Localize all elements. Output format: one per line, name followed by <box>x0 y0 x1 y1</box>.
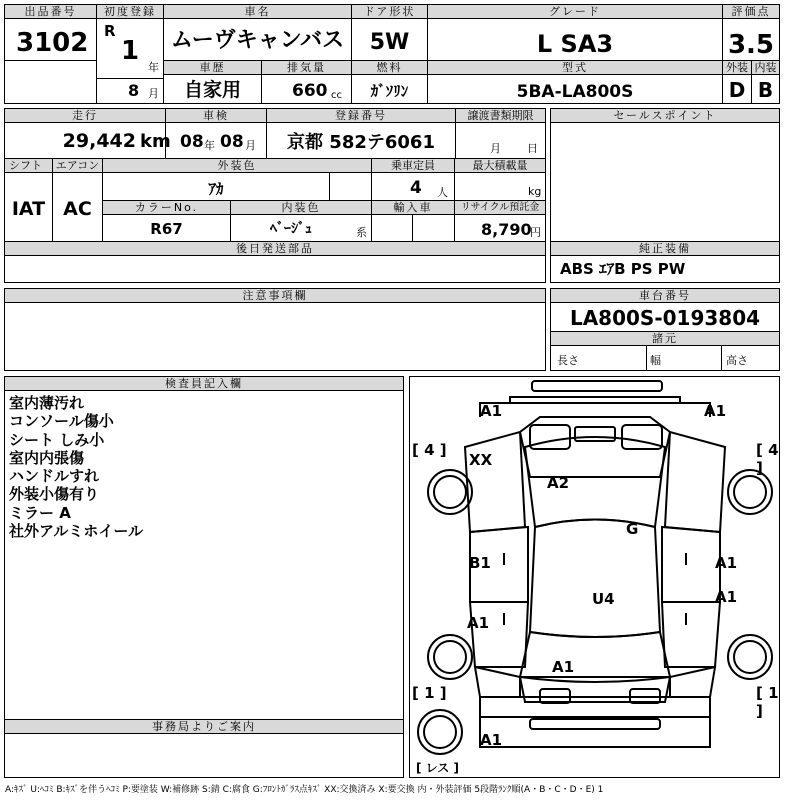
intcolor: ﾍﾞｰｼﾞｭ <box>270 221 312 237</box>
legend: A:ｷｽﾞ U:ﾍｺﾐ B:ｷｽﾞを伴うﾍｺﾐ P:要塗装 W:補修跡 S:錆 C:腐食 G:ﾌﾛﾝﾄｶﾞﾗｽ点ｷｽﾞ XX:交換済み X:要交換 内・外装評価 5段階ﾗﾝｸ順(A・B・C・D・E) 1 <box>5 785 604 795</box>
cc-unit: cc <box>331 90 342 101</box>
sales-point-block <box>550 108 780 283</box>
damage-left-rear-door: A1 <box>467 614 490 632</box>
grade: L SA3 <box>536 30 614 58</box>
equipment-label: 純正装備 <box>551 242 779 256</box>
shift-label: シフト <box>5 159 52 173</box>
intcolor-label: 内装色 <box>231 201 371 215</box>
damage-front-left: A1 <box>480 402 503 420</box>
name-label: 車名 <box>164 5 351 19</box>
era: R <box>104 22 116 40</box>
capacity-unit: 人 <box>437 186 448 199</box>
tire-front-right: [ 4 ] <box>756 441 779 477</box>
damage-right-rear-door: A1 <box>715 588 738 606</box>
damage-roof: U4 <box>592 590 615 608</box>
spare-tire: [ レス ] <box>416 761 459 775</box>
damage-windshield: G <box>626 520 639 538</box>
car-name: ムーヴキャンバス <box>170 28 345 53</box>
inspection-label: 車検 <box>166 109 266 123</box>
score-label: 評価点 <box>723 5 779 19</box>
color-label: 外装色 <box>103 159 371 173</box>
month-unit: 月 <box>148 87 159 100</box>
note-line: ミラー A <box>9 503 71 522</box>
history: 自家用 <box>183 79 241 101</box>
ext-grade: D <box>728 78 746 102</box>
damage-left-door: B1 <box>469 554 491 572</box>
notes-label: 注意事項欄 <box>5 289 545 303</box>
grade-label: グレード <box>428 5 722 19</box>
lot-number: 3102 <box>16 28 89 58</box>
transfer-label: 譲渡書類期限 <box>456 109 545 123</box>
height-label: 高さ <box>726 354 748 367</box>
note-line: 外装小傷有り <box>9 485 100 504</box>
note-line: 社外アルミホイール <box>9 522 144 541</box>
history-label: 車歴 <box>164 61 261 75</box>
tire-front-left: [ 4 ] <box>412 441 447 459</box>
shift: IAT <box>11 198 46 220</box>
recycle-unit: 円 <box>530 226 541 239</box>
damage-right-door: A1 <box>715 554 738 572</box>
capacity-label: 乗車定員 <box>372 159 454 173</box>
later-parts-label: 後日発送部品 <box>5 242 545 256</box>
inspector-label: 検査員記入欄 <box>5 377 403 391</box>
reg-label: 初度登録 <box>97 5 163 19</box>
insp-year-unit: 年 <box>204 139 215 152</box>
reg-month: 8 <box>128 81 140 100</box>
capacity: 4 <box>410 178 422 198</box>
reg-year: 1 <box>121 36 140 66</box>
damage-fender-left: XX <box>469 451 493 469</box>
note-line: シート しみ小 <box>9 430 105 449</box>
import-label: 輸入車 <box>372 201 454 215</box>
chassis-label: 車台番号 <box>551 289 779 303</box>
damage-rear-glass: A1 <box>552 658 575 676</box>
equipment: ABS ｴｱB PS PW <box>560 260 686 278</box>
plate-label: 登録番号 <box>267 109 455 123</box>
recycle-label: リサイクル預託金 <box>455 201 545 215</box>
recycle: 8,790 <box>481 220 532 239</box>
tire-rear-left: [ 1 ] <box>412 684 447 702</box>
model: 5BA-LA800S <box>516 82 634 102</box>
ac-label: エアコン <box>53 159 102 173</box>
year-unit: 年 <box>148 61 159 74</box>
note-line: コンソール傷小 <box>9 412 114 431</box>
int-grade: B <box>757 78 774 102</box>
mileage: 29,442 <box>62 130 136 152</box>
inspector-notes <box>9 394 143 540</box>
transfer-month: 月 <box>490 142 501 155</box>
insp-month-unit: 月 <box>245 139 256 152</box>
color: ｱｶ <box>208 180 224 198</box>
cc: 660 <box>292 81 328 101</box>
door-label: ドア形状 <box>352 5 427 19</box>
colorno: R67 <box>150 220 183 238</box>
damage-diagram <box>409 376 780 778</box>
score: 3.5 <box>727 30 775 60</box>
plate: 京都 582テ6061 <box>287 132 435 153</box>
fuel-label: 燃料 <box>352 61 427 75</box>
note-line: 室内内張傷 <box>9 448 85 467</box>
car-outline <box>410 377 780 778</box>
load-label: 最大積載量 <box>455 159 545 173</box>
office-label: 事務局よりご案内 <box>5 720 403 734</box>
note-line: 室内薄汚れ <box>9 394 85 412</box>
ac: AC <box>63 198 92 220</box>
mileage-unit: km <box>140 131 171 152</box>
tire-rear-right: [ 1 ] <box>756 684 779 720</box>
sales-point-label: セールスポイント <box>551 109 779 123</box>
lot-label: 出品番号 <box>5 5 96 19</box>
damage-front-right: A1 <box>704 402 727 420</box>
damage-hood: A2 <box>547 474 570 492</box>
door-type: 5W <box>369 30 410 55</box>
colorno-label: カラーNo. <box>103 201 230 215</box>
specs-label: 諸元 <box>551 332 779 346</box>
chassis-number: LA800S-0193804 <box>569 306 761 330</box>
int-label: 内装 <box>752 61 779 75</box>
mileage-label: 走行 <box>5 109 165 123</box>
transfer-day: 日 <box>527 142 538 155</box>
fuel: ｶﾞｿﾘﾝ <box>370 82 409 100</box>
insp-month: 08 <box>220 132 244 152</box>
ext-label: 外装 <box>723 61 751 75</box>
length-label: 長さ <box>557 354 579 367</box>
cc-label: 排気量 <box>262 61 351 75</box>
note-line: ハンドルすれ <box>9 467 100 486</box>
model-label: 型式 <box>428 61 722 75</box>
insp-year: 08 <box>180 132 204 152</box>
width-label: 幅 <box>650 354 661 367</box>
load-unit: kg <box>528 185 542 198</box>
intcolor-unit: 系 <box>356 226 367 239</box>
damage-rear-bumper: A1 <box>480 731 503 749</box>
